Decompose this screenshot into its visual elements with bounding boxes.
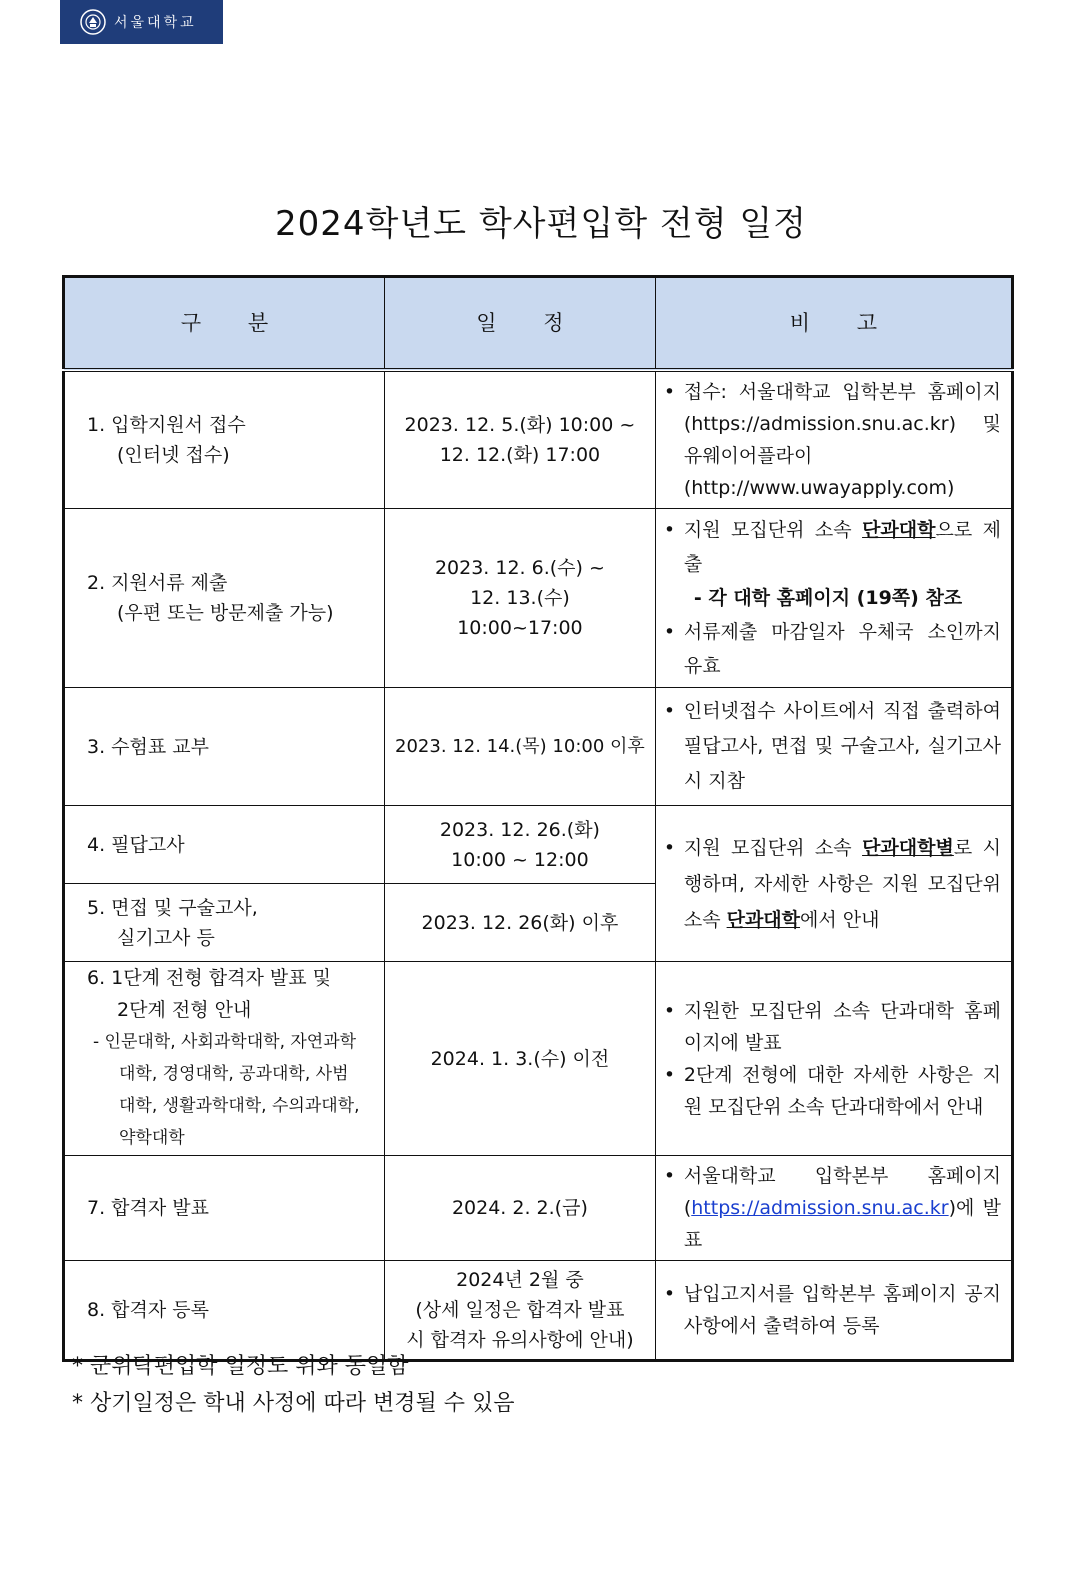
note-text: 2단계 전형에 대한 자세한 사항은 지원 모집단위 소속 단과대학에서 안내	[683, 1063, 1001, 1118]
date-cell	[385, 962, 656, 1156]
bullet-icon: •	[663, 621, 676, 643]
note-cell	[655, 962, 1012, 1156]
item-detail: 대학, 생활과학대학, 수의과대학,	[119, 1096, 360, 1116]
item-subtitle: 2단계 전형 안내	[117, 999, 252, 1021]
table-header-row	[64, 277, 1013, 371]
note-text-part: )에 발표	[683, 1197, 1001, 1251]
table-row	[64, 370, 1013, 509]
date-line: 2023. 12. 14.(목) 10:00 이후	[395, 735, 645, 757]
note-text-part: 지원 모집단위 소속	[683, 519, 863, 541]
note-bullet	[664, 995, 1001, 1059]
header-category: 구 분	[64, 277, 385, 371]
item-subtitle: (인터넷 접수)	[117, 444, 230, 466]
item-title: 3. 수험표 교부	[87, 735, 209, 758]
item-cell	[64, 806, 385, 884]
date-cell	[385, 1261, 656, 1361]
note-bullet	[664, 1160, 1001, 1256]
item-cell	[64, 370, 385, 509]
item-detail: - 인문대학, 사회과학대학, 자연과학	[93, 1032, 357, 1052]
header-schedule: 일 정	[385, 277, 656, 371]
bullet-icon: •	[663, 1063, 676, 1086]
date-line: 2023. 12. 26.(화)	[439, 818, 600, 841]
note-cell	[655, 370, 1012, 509]
bullet-icon: •	[663, 381, 676, 403]
table-row	[64, 509, 1013, 688]
page-title: 2024학년도 학사편입학 전형 일정	[274, 204, 808, 244]
item-title: 5. 면접 및 구술고사,	[87, 896, 258, 919]
item-title: 8. 합격자 등록	[87, 1299, 209, 1321]
note-bullet	[664, 1278, 1001, 1342]
item-detail: 약학대학	[119, 1128, 185, 1148]
item-cell	[64, 509, 385, 688]
note-emphasis: 단과대학	[726, 908, 801, 931]
note-cell	[655, 509, 1012, 688]
note-text: 지원한 모집단위 소속 단과대학 홈페이지에 발표	[683, 999, 1001, 1054]
header-remarks: 비 고	[655, 277, 1012, 371]
note-bullet	[664, 513, 1001, 581]
date-cell	[385, 370, 656, 509]
note-text-part: 지원 모집단위 소속	[683, 836, 863, 859]
bullet-icon: •	[663, 999, 676, 1022]
note-text	[684, 830, 1001, 938]
note-bullet	[664, 376, 1001, 504]
table-row	[64, 1156, 1013, 1261]
item-title: 1. 입학지원서 접수	[87, 414, 246, 436]
schedule-table	[62, 275, 1014, 1362]
item-title: 6. 1단계 전형 합격자 발표 및	[87, 967, 331, 989]
university-logo	[60, 0, 223, 44]
bullet-icon: •	[663, 836, 676, 859]
note-emphasis: 단과대학	[862, 519, 936, 541]
table-row	[64, 688, 1013, 806]
date-cell	[385, 688, 656, 806]
note-text-part: 서울대학교 입학본부 홈페이지 (	[683, 1165, 1001, 1219]
date-line: 10:00 ~ 12:00	[451, 848, 589, 871]
date-cell	[385, 1156, 656, 1261]
note-bullet	[664, 830, 1001, 938]
note-text-part: 로 시행하며, 자세한 사항은 지원 모집단위 소속	[683, 836, 1002, 931]
note-text: 인터넷접수 사이트에서 직접 출력하여 필답고사, 면접 및 구술고사, 실기고사 시 지참	[683, 700, 1001, 792]
date-line: 2023. 12. 5.(화) 10:00 ~	[404, 414, 636, 436]
table-row	[64, 1261, 1013, 1361]
table-row	[64, 806, 1013, 884]
table-row	[64, 962, 1013, 1156]
item-title: 2. 지원서류 제출	[87, 572, 228, 594]
note-cell	[655, 688, 1012, 806]
note-cell	[655, 806, 1012, 962]
date-line: 2024. 2. 2.(금)	[451, 1197, 588, 1219]
date-line: 2024년 2월 중	[456, 1269, 584, 1291]
note-text-part: 으로 제출	[683, 519, 1002, 575]
note-reference: - 각 대학 홈페이지 (19쪽) 참조	[693, 587, 963, 609]
logo-text: 서울대학교	[114, 15, 197, 31]
date-cell	[385, 806, 656, 884]
bullet-icon: •	[663, 1283, 676, 1305]
note-text-part: 에서 안내	[800, 908, 880, 931]
item-cell	[64, 1156, 385, 1261]
note-bullet	[664, 615, 1001, 683]
item-cell	[64, 884, 385, 962]
footnote: * 상기일정은 학내 사정에 따라 변경될 수 있음	[72, 1391, 515, 1416]
note-text: 접수: 서울대학교 입학본부 홈페이지 (https://admission.snu.ac.kr) 및 유웨이어플라이 (http://www.uwayapply.com)	[683, 381, 1001, 499]
date-line: 2023. 12. 6.(수) ~	[434, 557, 605, 579]
date-line: 12. 13.(수)	[470, 587, 570, 609]
date-line: 10:00~17:00	[457, 617, 583, 639]
note-emphasis: 단과대학별	[862, 836, 954, 859]
date-line: 2024. 1. 3.(수) 이전	[430, 1047, 610, 1070]
bullet-icon: •	[663, 1165, 676, 1187]
item-cell	[64, 1261, 385, 1361]
item-subtitle: (우편 또는 방문제출 가능)	[117, 602, 334, 624]
university-emblem-icon	[80, 9, 106, 35]
note-bullet	[664, 694, 1001, 799]
item-detail: 대학, 경영대학, 공과대학, 사범	[119, 1064, 349, 1084]
note-text	[684, 1160, 1001, 1256]
note-bullet	[664, 1059, 1001, 1123]
date-line: 2023. 12. 26(화) 이후	[421, 911, 619, 934]
admission-link[interactable]: https://admission.snu.ac.kr	[691, 1197, 949, 1219]
date-line: (상세 일정은 합격자 발표	[415, 1299, 625, 1321]
note-cell	[655, 1261, 1012, 1361]
date-cell	[385, 884, 656, 962]
date-line: 12. 12.(화) 17:00	[439, 444, 601, 466]
bullet-icon: •	[663, 519, 676, 541]
date-cell	[385, 509, 656, 688]
item-title: 4. 필답고사	[87, 833, 185, 856]
item-title: 7. 합격자 발표	[87, 1197, 209, 1219]
footnotes	[72, 1348, 515, 1422]
note-cell	[655, 1156, 1012, 1261]
note-text: 납입고지서를 입학본부 홈페이지 공지사항에서 출력하여 등록	[683, 1283, 1001, 1337]
item-cell	[64, 688, 385, 806]
date-line: 시 합격자 유의사항에 안내)	[406, 1329, 634, 1351]
item-cell	[64, 962, 385, 1156]
note-text: 서류제출 마감일자 우체국 소인까지 유효	[683, 621, 1001, 677]
item-subtitle: 실기고사 등	[117, 926, 215, 949]
footnote: * 군위탁편입학 일정도 위와 동일함	[72, 1354, 409, 1379]
note-text	[684, 513, 1001, 581]
bullet-icon: •	[663, 700, 676, 722]
